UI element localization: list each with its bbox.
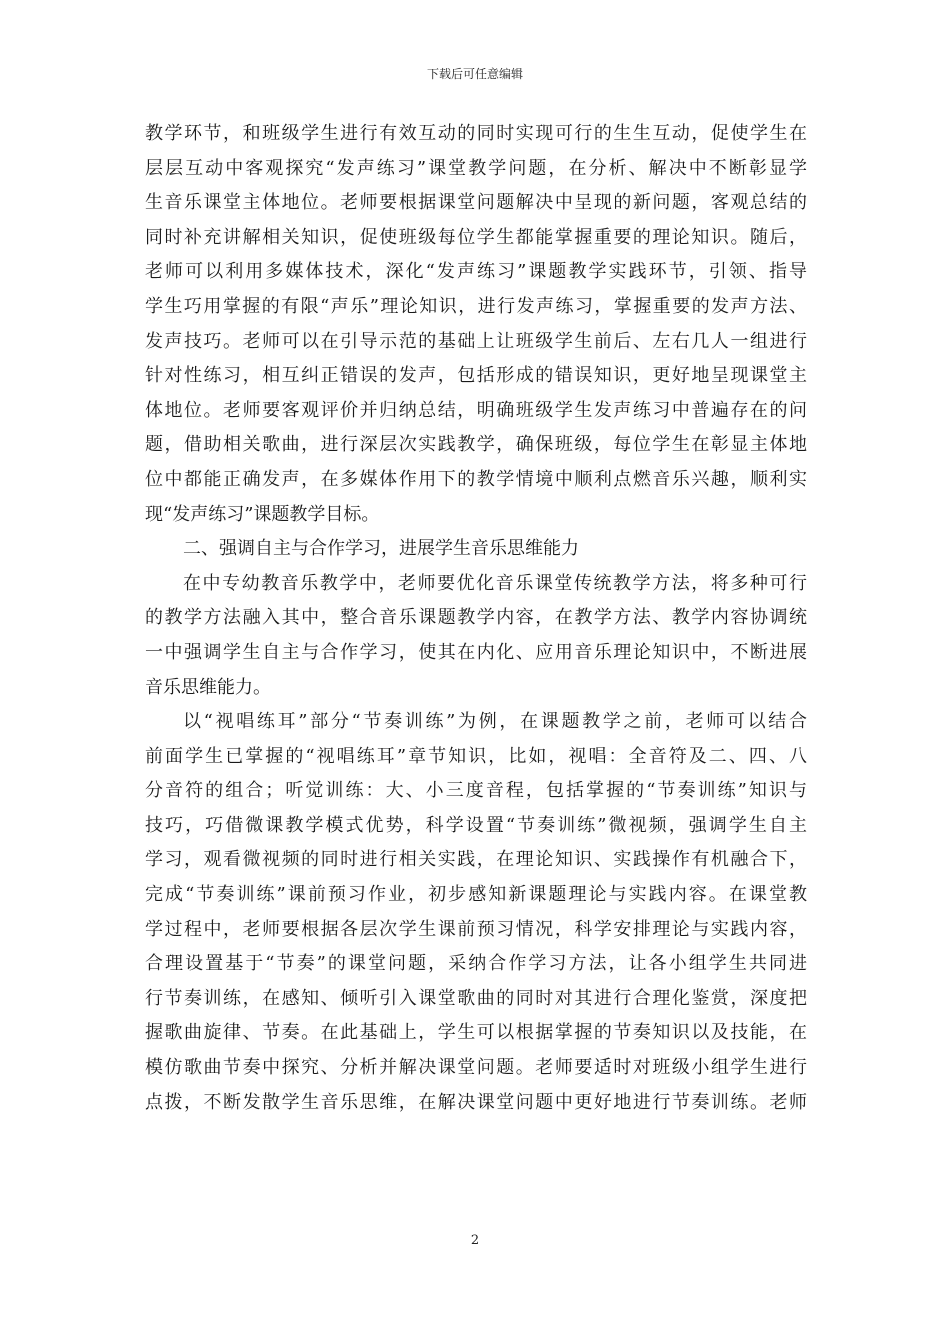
body-line: 点拨，不断发散学生音乐思维，在解决课堂问题中更好地进行节奏训练。老师 [145,1091,807,1113]
document-body [145,117,807,1120]
body-line: 完成“节奏训练”课前预习作业，初步感知新课题理论与实践内容。在课堂教 [145,884,807,906]
body-line: 分音符的组合；听觉训练：大、小三度音程，包括掌握的“节奏训练”知识与 [145,780,807,802]
body-line: 前面学生已掌握的“视唱练耳”章节知识，比如，视唱：全音符及二、四、八 [145,745,807,767]
body-line: 行节奏训练，在感知、倾听引入课堂歌曲的同时对其进行合理化鉴赏，深度把 [145,987,807,1009]
page-number: 2 [470,1233,480,1248]
body-line: 生音乐课堂主体地位。老师要根据课堂问题解决中呈现的新问题，客观总结的 [145,192,807,214]
body-line: 教学环节，和班级学生进行有效互动的同时实现可行的生生互动，促使学生在 [145,123,807,144]
body-line: 合理设置基于“节奏”的课堂问题，采纳合作学习方法，让各小组学生共同进 [145,953,807,975]
body-line: 技巧，巧借微课教学模式优势，科学设置“节奏训练”微视频，强调学生自主 [145,814,807,836]
body-line: 握歌曲旋律、节奏。在此基础上，学生可以根据掌握的节奏知识以及技能，在 [145,1022,807,1044]
body-line: 层层互动中客观探究“发声练习”课堂教学问题，在分析、解决中不断彰显学 [145,157,807,179]
body-line: 学生巧用掌握的有限“声乐”理论知识，进行发声练习，掌握重要的发声方法、 [145,295,807,317]
body-line: 针对性练习，相互纠正错误的发声，包括形成的错误知识，更好地呈现课堂主 [145,365,807,387]
body-line: 模仿歌曲节奏中探究、分析并解决课堂问题。老师要适时对班级小组学生进行 [145,1057,807,1079]
body-line: 发声技巧。老师可以在引导示范的基础上让班级学生前后、左右几人一组进行 [145,330,807,352]
body-line: 一中强调学生自主与合作学习，使其在内化、应用音乐理论知识中，不断进展 [145,641,807,663]
body-line: 的教学方法融入其中，整合音乐课题教学内容，在教学方法、教学内容协调统 [145,607,807,629]
body-line: 同时补充讲解相关知识，促使班级每位学生都能掌握重要的理论知识。随后， [145,226,807,248]
section-heading: 二、强调自主与合作学习，进展学生音乐思维能力 [183,538,579,560]
body-line: 音乐思维能力。 [145,676,271,698]
body-line: 体地位。老师要客观评价并归纳总结，明确班级学生发声练习中普遍存在的问 [145,399,807,421]
paragraph-first-line: 在中专幼教音乐教学中，老师要优化音乐课堂传统教学方法，将多种可行 [183,572,807,594]
paragraph-first-line: 以“视唱练耳”部分“节奏训练”为例，在课题教学之前，老师可以结合 [183,711,807,733]
body-line: 位中都能正确发声，在多媒体作用下的教学情境中顺利点燃音乐兴趣，顺利实 [145,468,807,490]
page-header: 下载后可任意编辑 [426,67,523,81]
body-line: 现“发声练习”课题教学目标。 [145,503,380,525]
body-line: 题，借助相关歌曲，进行深层次实践教学，确保班级，每位学生在彰显主体地 [145,434,807,456]
body-line: 学习，观看微视频的同时进行相关实践，在理论知识、实践操作有机融合下， [145,849,807,871]
body-line: 老师可以利用多媒体技术，深化“发声练习”课题教学实践环节，引领、指导 [145,261,807,283]
body-line: 学过程中，老师要根据各层次学生课前预习情况，科学安排理论与实践内容， [145,918,807,940]
